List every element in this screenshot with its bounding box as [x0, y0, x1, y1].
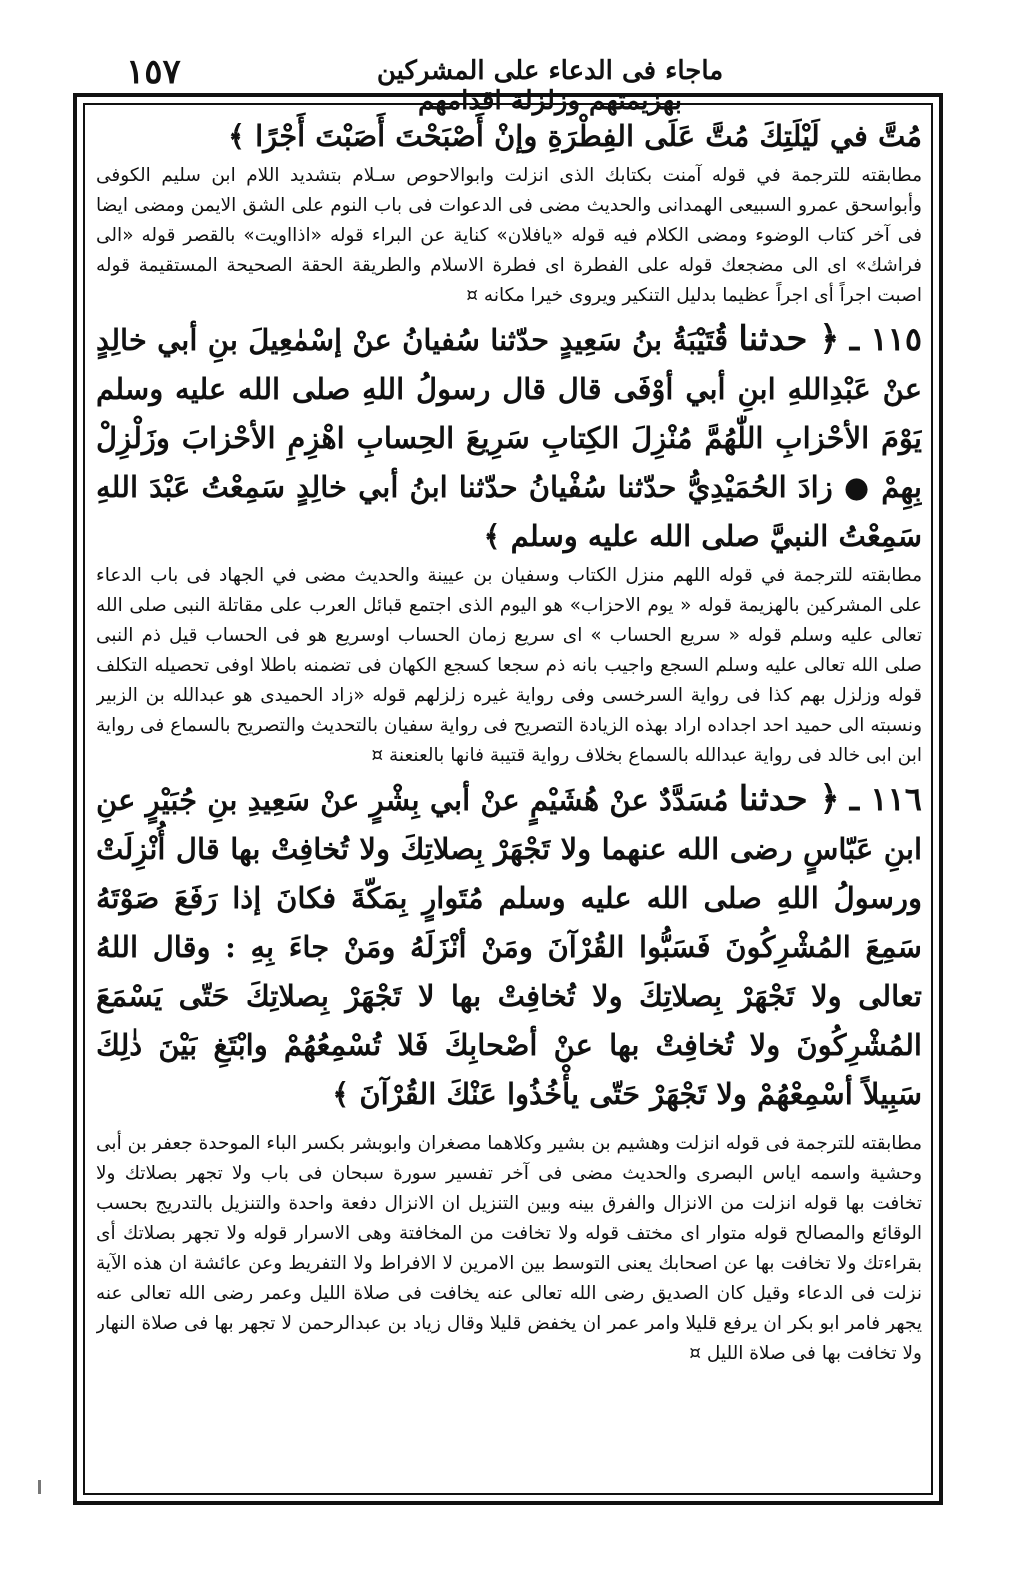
- page-header: [0, 46, 1027, 116]
- haddathana-heading: ﴿ حدثنا: [738, 319, 840, 359]
- hadith-body: قُتَيْبَةُ بنُ سَعِيدٍ حدّثنا سُفيانُ عنْ إسْمٰعِيلَ بنِ أبي خالِدٍ عنْ عَبْدِاللهِ ابنِ أبي أوْفَى قال قال رسولُ اللهِ صلى الله عليه وسلم يَوْمَ الأحْزابِ اللّٰهُمَّ مُنْزِلَ الكِتابِ سَرِيعَ الحِسابِ اهْزِمِ الأحْزابَ وزَلْزِلْ بِهِمْ ● زادَ الحُمَيْدِيُّ حدّثنا سُفْيانُ حدّثنا ابنُ أبي خالِدٍ سَمِعْتُ عَبْدَ اللهِ سَمِعْتُ النبيَّ صلى الله عليه وسلم ﴾: [96, 323, 922, 553]
- hadith-number: ١١٥ ـ: [849, 320, 922, 358]
- commentary-text: مطابقته للترجمة في قوله آمنت بكتابك الذى انزلت وابوالاحوص سـلام بتشديد اللام ابن سليم الكوفى وأبواسحق عمرو السبيعى الهمدانى والحديث مضى فى الدعوات فى باب النوم على الشق الايمن ومضى ايضا فى آخر كتاب الوضوء ومضى الكلام فيه قوله «يافلان» كناية عن البراء قوله «اذااويت» بالقصر قوله «الى فراشك» اى الى مضجعك قوله على الفطرة اى فطرة الاسلام والطريقة الحقة الصحيحة المستقيمة قوله اصبت اجراً أى اجراً عظيما بدليل التنكير ويروى خيرا مكانه ¤: [96, 165, 922, 306]
- page-number: ١٥٧: [126, 52, 181, 92]
- section-1: [96, 112, 922, 311]
- commentary-text: مطابقته للترجمة فى قوله انزلت وهشيم بن بشير وكلاهما مصغران وابوبشر بكسر الباء الموحدة جعفر بن أبى وحشية واسمه اياس البصرى والحديث مضى فى آخر تفسير سورة سبحان فى باب ولا تجهر بصلاتك ولا تخافت بها قوله انزلت من الانزال والفرق بينه وبين التنزيل ان الانزال دفعة واحدة والتنزيل بالتدريج بحسب الوقائع والمصالح قوله متوار اى مختف قوله ولا تخافت من المخافتة وهى الاسرار قوله ولا تجهر بصلاتك أى بقراءتك ولا تخافت بها عن اصحابك يعنى التوسط بين الامرين لا الافراط ولا التفريط وعن عائشة ان هذه الآية نزلت فى الدعاء وقيل كان الصديق رضى الله تعالى عنه يخافت فى صلاة الليل وعمر رضى الله تعالى عنه يجهر فامر ابو بكر ان يرفع قليلا وامر عمر ان يخفض قليلا وقال زياد بن عبدالرحمن لا تجهر بها فى صلاة النهار ولا تخافت بها فى صلاة الليل ¤: [96, 1133, 922, 1364]
- hadith-text: [96, 775, 922, 1119]
- hadith-text: [96, 315, 922, 561]
- section-115: [96, 315, 922, 771]
- hadith-body: مُسَدَّدٌ عنْ هُشَيْمٍ عنْ أبي بِشْرٍ عنْ سَعِيدِ بنِ جُبَيْرٍ عنِ ابنِ عَبّاسٍ رضى الله عنهما ولا تَجْهَرْ بِصلاتِكَ ولا تُخافِتْ بها قال أُنْزِلَتْ ورسولُ اللهِ صلى الله عليه وسلم مُتَوارٍ بِمَكّةَ فكانَ إذا رَفَعَ صَوْتَهُ سَمِعَ المُشْرِكُونَ فَسَبُّوا القُرْآنَ ومَنْ أنْزَلَهُ ومَنْ جاءَ بِهِ : وقال اللهُ تعالى ولا تَجْهَرْ بِصلاتِكَ ولا تُخافِتْ بها لا تَجْهَرْ بِصلاتِكَ حَتّى يَسْمَعَ المُشْرِكُونَ ولا تُخافِتْ بها عنْ أصْحابِكَ فَلا تُسْمِعُهُمْ وابْتَغِ بَيْنَ ذٰلِكَ سَبِيلاً أسْمِعْهُمْ ولا تَجْهَرْ حَتّى يأْخُذُوا عَنْكَ القُرْآنَ ﴾: [96, 783, 922, 1111]
- margin-mark: [38, 1480, 41, 1494]
- commentary-text: مطابقته للترجمة في قوله اللهم منزل الكتاب وسفيان بن عيينة والحديث مضى في الجهاد فى باب الدعاء على المشركين بالهزيمة قوله « يوم الاحزاب» هو اليوم الذى اجتمع قبائل العرب على مقاتلة النبى صلى الله تعالى عليه وسلم قوله « سريع الحساب » اى سريع زمان الحساب اوسريع هو فى الحساب قيل ذم النبى صلى الله تعالى عليه وسلم السجع واجيب بانه ذم سجعا كسجع الكهان فى تضمنه باطلا اوفى تحصيله التكلف قوله وزلزل بهم كذا فى رواية السرخسى وفى رواية غيره زلزلهم قوله «زاد الحميدى هو عبدالله بن الزبير ونسبته الى حميد احد اجداده اراد بهذه الزيادة التصريح فى رواية سفيان بالتحديث والتصريح بالسماع فى رواية ابن ابى خالد فى رواية عبدالله بالسماع بخلاف رواية قتيبة فانها بالعنعنة ¤: [96, 565, 922, 766]
- running-title: ماجاء فى الدعاء على المشركين بهزيمتهم وزلزلة اقدامهم: [376, 56, 724, 116]
- hadith-text: مُتَّ في لَيْلَتِكَ مُتَّ عَلَى الفِطْرَةِ وإنْ أَصْبَحْتَ أَصَبْتَ أَجْرًا ﴾: [228, 119, 922, 153]
- hadith-number: ١١٦ ـ: [849, 780, 922, 818]
- page-body: [96, 112, 922, 1492]
- section-116: [96, 775, 922, 1369]
- haddathana-heading: ﴿ حدثنا: [738, 779, 840, 819]
